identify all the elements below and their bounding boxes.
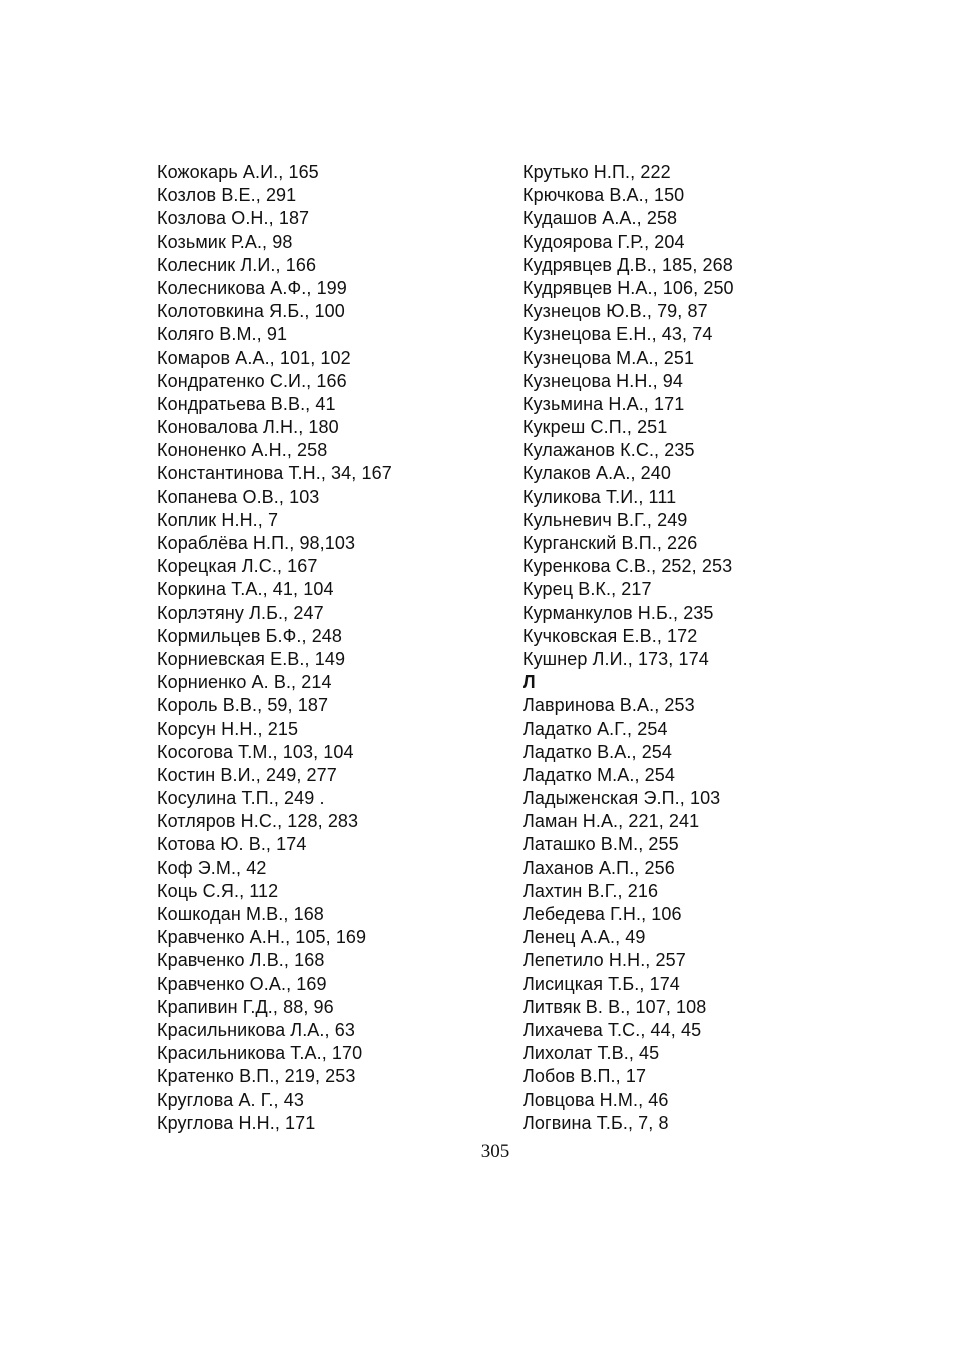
index-entry: Кудрявцев Н.А., 106, 250: [523, 277, 734, 298]
index-entry: Лавринова В.А., 253: [523, 695, 695, 716]
index-entry: Ладыженская Э.П., 103: [523, 788, 721, 809]
index-entry: Кондратьева В.В., 41: [157, 393, 336, 414]
index-entry: Латашко В.М., 255: [523, 834, 679, 855]
index-entry: Куренкова С.В., 252, 253: [523, 556, 733, 577]
index-entry: Костин В.И., 249, 277: [157, 764, 337, 785]
index-entry: Котова Ю. В., 174: [157, 834, 307, 855]
index-entry: Коф Э.М., 42: [157, 857, 267, 878]
index-entry: Крутько Н.П., 222: [523, 162, 671, 182]
index-letter-heading: Л: [523, 672, 536, 693]
index-entry: Кондратенко С.И., 166: [157, 370, 347, 391]
index-entry: Красильникова Л.А., 63: [157, 1019, 355, 1040]
index-entry: Кононенко А.Н., 258: [157, 440, 328, 461]
index-entry: Кудоярова Г.Р., 204: [523, 231, 685, 252]
index-entry: Круглова Н.Н., 171: [157, 1112, 316, 1133]
index-entry: Круглова А. Г., 43: [157, 1089, 304, 1110]
index-entry: Ламан Н.А., 221, 241: [523, 811, 700, 832]
index-entry: Корсун Н.Н., 215: [157, 718, 299, 739]
index-entry: Кормильцев Б.Ф., 248: [157, 625, 343, 646]
index-entry: Лаханов А.П., 256: [523, 857, 675, 878]
index-entry: Лисицкая Т.Б., 174: [523, 973, 680, 994]
index-entry: Ладатко М.А., 254: [523, 764, 676, 785]
index-entry: Кукреш С.П., 251: [523, 417, 668, 438]
index-entry: Кудрявцев Д.В., 185, 268: [523, 254, 733, 275]
index-entry: Ленец А.А., 49: [523, 927, 646, 948]
index-entry: Корниевская Е.В., 149: [157, 648, 346, 669]
index-entry: Ладатко В.А., 254: [523, 741, 673, 762]
index-entry: Кравченко О.А., 169: [157, 973, 327, 994]
index-column-left: [157, 161, 487, 1135]
index-entry: Лихачева Т.С., 44, 45: [523, 1019, 702, 1040]
index-entry: Кулажанов К.С., 235: [523, 440, 695, 461]
index-entry: Котляров Н.С., 128, 283: [157, 811, 359, 832]
index-entry: Колотовкина Я.Б., 100: [157, 301, 345, 322]
index-entry: Кушнер Л.И., 173, 174: [523, 648, 709, 669]
index-entry: Колесник Л.И., 166: [157, 254, 317, 275]
index-entry: Кульневич В.Г., 249: [523, 509, 688, 530]
index-entry: Кратенко В.П., 219, 253: [157, 1066, 356, 1087]
index-entry: Лобов В.П., 17: [523, 1066, 647, 1087]
index-entry: Кузнецова М.А., 251: [523, 347, 695, 368]
index-entry: Кузьмина Н.А., 171: [523, 393, 685, 414]
index-entry: Курец В.К., 217: [523, 579, 652, 600]
index-column-right: [523, 161, 853, 1135]
index-entry: Кошкодан М.В., 168: [157, 904, 324, 924]
index-entry: Константинова Т.Н., 34, 167: [157, 463, 392, 484]
index-entry: Косогова Т.М., 103, 104: [157, 741, 354, 762]
index-entry: Козлова О.Н., 187: [157, 208, 310, 229]
index-entry: Коць С.Я., 112: [157, 880, 279, 901]
index-entry: Курганский В.П., 226: [523, 533, 698, 553]
page-number: 305: [480, 1141, 510, 1162]
index-entry: Ладатко А.Г., 254: [523, 718, 668, 739]
index-entry: Крючкова В.А., 150: [523, 185, 685, 206]
index-entry: Колесникова А.Ф., 199: [157, 277, 347, 298]
index-entry: Логвина Т.Б., 7, 8: [523, 1112, 669, 1133]
index-entry: Кузнецова Е.Н., 43, 74: [523, 324, 713, 345]
index-entry: Лихолат Т.В., 45: [523, 1043, 660, 1064]
index-entry: Лепетило Н.Н., 257: [523, 950, 686, 971]
index-entry: Комаров А.А., 101, 102: [157, 347, 351, 368]
index-entry: Лебедева Г.Н., 106: [523, 904, 682, 924]
index-entry: Коркина Т.А., 41, 104: [157, 579, 334, 600]
index-entry: Козлов В.Е., 291: [157, 185, 297, 206]
index-entry: Литвяк В. В., 107, 108: [523, 996, 707, 1017]
index-entry: Козьмик Р.А., 98: [157, 231, 293, 252]
index-entry: Кулаков А.А., 240: [523, 463, 672, 484]
index-entry: Коляго В.М., 91: [157, 324, 288, 345]
index-entry: Кудашов А.А., 258: [523, 208, 678, 229]
index-entry: Корлэтяну Л.Б., 247: [157, 602, 324, 623]
index-entry: Курманкулов Н.Б., 235: [523, 602, 714, 623]
index-entry: Кораблёва Н.П., 98,103: [157, 533, 356, 553]
index-entry: Куликова Т.И., 111: [523, 486, 677, 507]
index-entry: Кожокарь А.И., 165: [157, 162, 319, 182]
index-entry: Кузнецова Н.Н., 94: [523, 370, 684, 391]
index-entry: Красильникова Т.А., 170: [157, 1043, 363, 1064]
index-entry: Крапивин Г.Д., 88, 96: [157, 996, 334, 1017]
index-entry: Кучковская Е.В., 172: [523, 625, 698, 646]
index-entry: Копанева О.В., 103: [157, 486, 320, 507]
index-entry: Косулина Т.П., 249 .: [157, 788, 325, 809]
index-entry: Коплик Н.Н., 7: [157, 509, 279, 530]
index-entry: Кузнецов Ю.В., 79, 87: [523, 301, 708, 322]
index-entry: Кравченко А.Н., 105, 169: [157, 927, 367, 948]
index-entry: Лахтин В.Г., 216: [523, 880, 659, 901]
index-entry: Король В.В., 59, 187: [157, 695, 329, 716]
index-entry: Ловцова Н.М., 46: [523, 1089, 669, 1110]
index-entry: Коновалова Л.Н., 180: [157, 417, 339, 438]
index-entry: Корецкая Л.С., 167: [157, 556, 318, 577]
index-entry: Корниенко А. В., 214: [157, 672, 332, 693]
index-entry: Кравченко Л.В., 168: [157, 950, 325, 971]
